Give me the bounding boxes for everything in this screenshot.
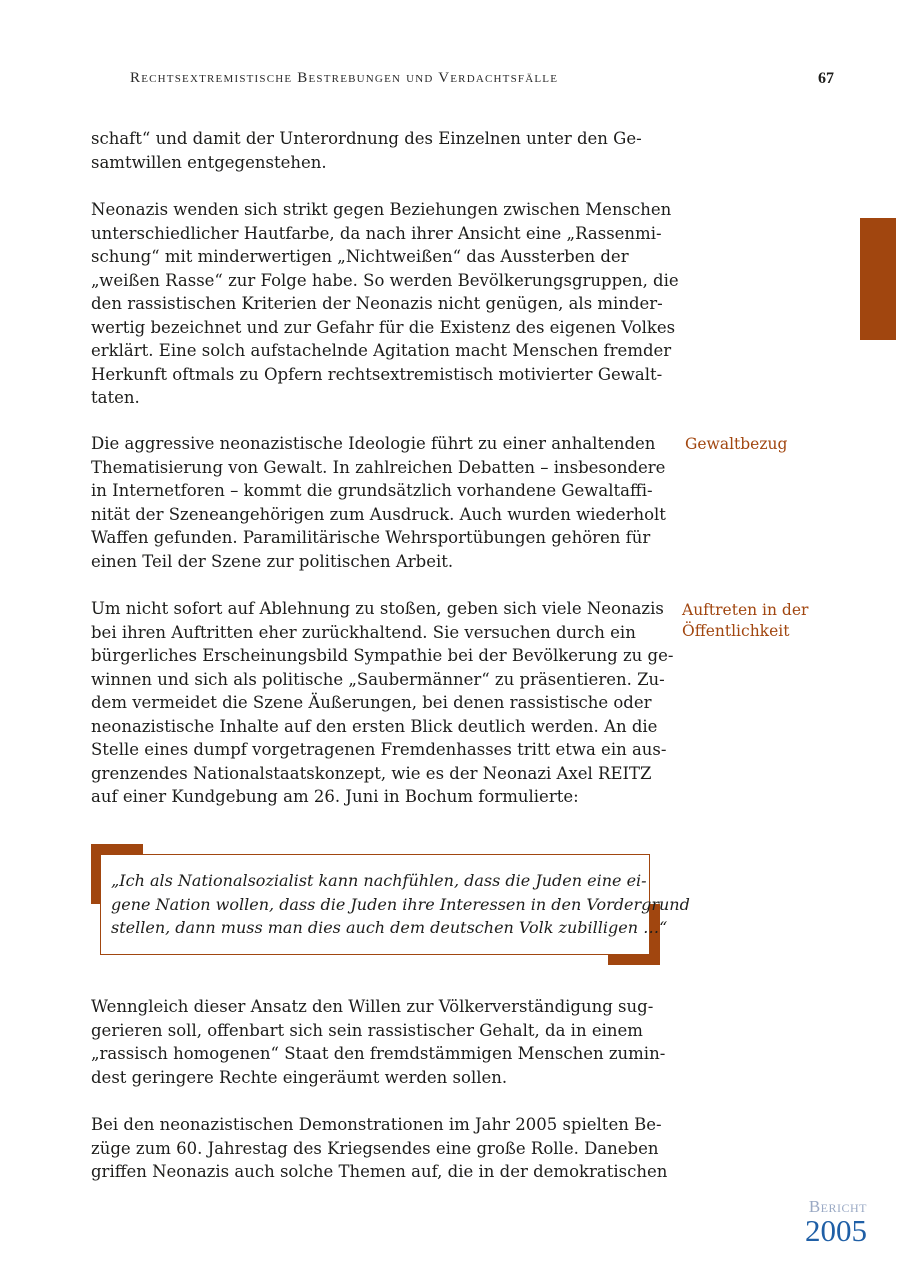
paragraph-line: Waffen gefunden. Paramilitärische Wehrsportübungen gehören für [91,528,651,547]
paragraph-line: Um nicht sofort auf Ablehnung zu stoßen, geben sich viele Neonazis [91,599,664,618]
paragraph-line: schung“ mit minderwertigen „Nichtweißen“ das Aussterben der [91,247,629,266]
paragraph-line: dem vermeidet die Szene Äußerungen, bei denen rassistische oder [91,693,652,712]
paragraph-line: unterschiedlicher Hautfarbe, da nach ihrer Ansicht eine „Rassenmi- [91,223,662,243]
paragraph-2 [91,198,679,410]
margin-note-line: Auftreten in der [682,601,809,619]
paragraph-line: in Internetforen – kommt die grundsätzlich vorhandene Gewaltaffi- [91,481,653,500]
running-head: Rechtsextremistische Bestrebungen und Verdachtsfälle [130,70,559,86]
paragraph-line: „weißen Rasse“ zur Folge habe. So werden Bevölkerungsgruppen, die [91,270,679,290]
paragraph-line: nität der Szeneangehörigen zum Ausdruck. Auch wurden wiederholt [91,504,666,524]
paragraph-line: Thematisierung von Gewalt. In zahlreichen Debatten – insbesondere [91,457,666,477]
margin-note-gewaltbezug [685,434,787,455]
paragraph-line: Neonazis wenden sich strikt gegen Beziehungen zwischen Menschen [91,200,672,219]
paragraph-line: schaft“ und damit der Unterordnung des Einzelnen unter den Ge- [91,129,642,148]
paragraph-line: Bei den neonazistischen Demonstrationen im Jahr 2005 spielten Be- [91,1115,662,1134]
page-number: 67 [818,70,834,87]
paragraph-line: „rassisch homogenen“ Staat den fremdstämmigen Menschen zumin- [91,1044,666,1063]
paragraph-line: auf einer Kundgebung am 26. Juni in Bochum formulierte: [91,787,579,806]
paragraph-line: Die aggressive neonazistische Ideologie führt zu einer anhaltenden [91,434,656,453]
paragraph-line: Wenngleich dieser Ansatz den Willen zur Völkerverständigung sug- [91,997,654,1016]
quote-box [100,854,690,955]
paragraph-line: taten. [91,388,140,407]
paragraph-line: neonazistische Inhalte auf den ersten Blick deutlich werden. An die [91,716,658,736]
chapter-tab-marker [860,218,896,340]
paragraph-line: einen Teil der Szene zur politischen Arbeit. [91,551,454,571]
paragraph-line: den rassistischen Kriterien der Neonazis nicht genügen, als minder- [91,294,663,313]
paragraph-line: winnen und sich als politische „Saubermänner“ zu präsentieren. Zu- [91,669,665,689]
paragraph-4 [91,597,674,809]
margin-note-auftreten [682,600,808,641]
brand-word: Bericht [808,1197,867,1216]
paragraph-3 [91,432,671,573]
paragraph-line: bürgerliches Erscheinungsbild Sympathie bei der Bevölkerung zu ge- [91,646,674,665]
brand-year: 2005 [805,1213,867,1248]
paragraph-line: samtwillen entgegenstehen. [91,152,327,172]
paragraph-line: bei ihren Auftritten eher zurückhaltend. Sie versuchen durch ein [91,622,636,642]
quote-line: „Ich als Nationalsozialist kann nachfühlen, dass die Juden eine ei- [111,871,647,890]
margin-note-line: Öffentlichkeit [682,621,790,640]
quote-line: stellen, dann muss man dies auch dem deutschen Volk zubilligen …“ [111,918,668,937]
paragraph-line: dest geringere Rechte eingeräumt werden sollen. [91,1067,508,1087]
margin-note-line: Gewaltbezug [685,435,788,453]
paragraph-line: griffen Neonazis auch solche Themen auf, die in der demokratischen [91,1162,668,1181]
paragraph-5 [91,995,671,1089]
paragraph-line: erklärt. Eine solch aufstachelnde Agitation macht Menschen fremder [91,341,672,360]
paragraph-6 [91,1113,671,1184]
paragraph-line: züge zum 60. Jahrestag des Kriegsendes eine große Rolle. Daneben [91,1138,659,1158]
paragraph-1 [91,127,671,174]
paragraph-line: gerieren soll, offenbart sich sein rassistischer Gehalt, da in einem [91,1020,643,1040]
paragraph-line: wertig bezeichnet und zur Gefahr für die Existenz des eigenen Volkes [91,317,676,337]
quote-line: gene Nation wollen, dass die Juden ihre Interessen in den Vordergrund [111,894,690,914]
report-brand-logo [805,1198,867,1246]
paragraph-line: grenzendes Nationalstaatskonzept, wie es der Neonazi Axel REITZ [91,763,652,783]
paragraph-line: Stelle eines dumpf vorgetragenen Fremdenhasses tritt etwa ein aus- [91,740,667,759]
paragraph-line: Herkunft oftmals zu Opfern rechtsextremistisch motivierter Gewalt- [91,364,663,384]
